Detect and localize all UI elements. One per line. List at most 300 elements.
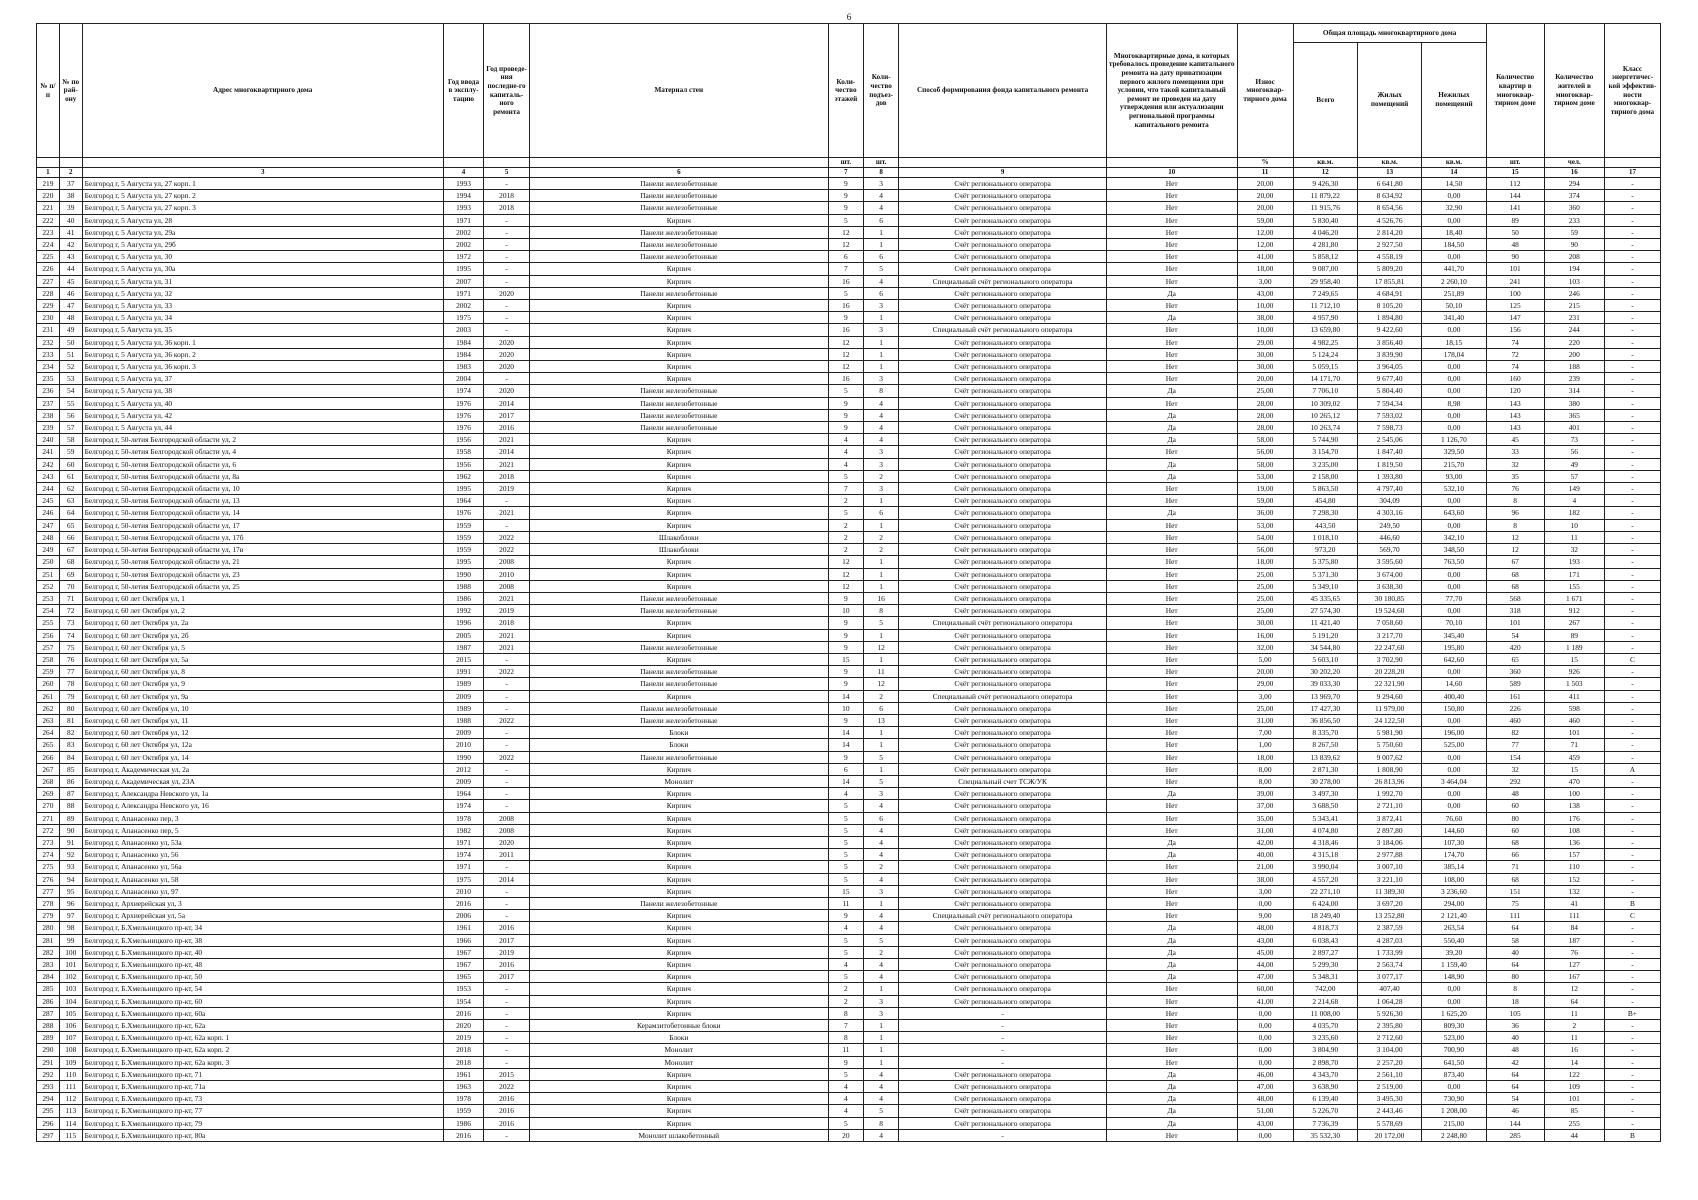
address-cell: Белгород г, Б.Хмельницкого пр-кт, 79 xyxy=(82,1117,443,1129)
fund-method-cell: Счёт регионального оператора xyxy=(899,983,1107,995)
year-repair-cell: 2019 xyxy=(484,605,530,617)
table-row xyxy=(37,971,1661,983)
entrances-cell: 1 xyxy=(864,361,899,373)
fund-method-cell: - xyxy=(899,1020,1107,1032)
row-number-cell: 247 xyxy=(37,519,60,531)
entrances-cell: 6 xyxy=(864,287,899,299)
residents-cell: 194 xyxy=(1544,263,1604,275)
wall-material-cell: Кирпич xyxy=(529,458,828,470)
floors-cell: 4 xyxy=(828,1105,863,1117)
energy-class-cell: - xyxy=(1604,629,1660,641)
floors-cell: 9 xyxy=(828,422,863,434)
address-cell: Белгород г, 60 лет Октября ул, 14 xyxy=(82,751,443,763)
area-nonliving-cell: 341,40 xyxy=(1422,312,1486,324)
district-number-cell: 47 xyxy=(59,300,82,312)
apartments-cell: 60 xyxy=(1486,824,1544,836)
privatization-flag-cell: Да xyxy=(1106,287,1237,299)
area-living-cell: 2 561,10 xyxy=(1357,1068,1421,1080)
residents-cell: 187 xyxy=(1544,934,1604,946)
row-number-cell: 258 xyxy=(37,653,60,665)
fund-method-cell: Счёт регионального оператора xyxy=(899,214,1107,226)
area-living-cell: 9 294,60 xyxy=(1357,690,1421,702)
year-repair-cell: - xyxy=(484,275,530,287)
residents-cell: 171 xyxy=(1544,568,1604,580)
year-repair-cell: 2020 xyxy=(484,348,530,360)
area-living-cell: 9 007,62 xyxy=(1357,751,1421,763)
wall-material-cell: Кирпич xyxy=(529,300,828,312)
year-repair-cell: 2008 xyxy=(484,580,530,592)
area-nonliving-cell: 77,70 xyxy=(1422,592,1486,604)
residents-cell: 32 xyxy=(1544,544,1604,556)
table-row xyxy=(37,202,1661,214)
area-living-cell: 5 809,20 xyxy=(1357,263,1421,275)
area-nonliving-cell: 32,90 xyxy=(1422,202,1486,214)
district-number-cell: 101 xyxy=(59,959,82,971)
table-header xyxy=(37,24,1661,178)
residents-cell: 255 xyxy=(1544,1117,1604,1129)
wear-percent-cell: 20,00 xyxy=(1237,190,1293,202)
district-number-cell: 77 xyxy=(59,666,82,678)
year-repair-cell: 2021 xyxy=(484,592,530,604)
apartments-cell: 64 xyxy=(1486,959,1544,971)
entrances-cell: 4 xyxy=(864,202,899,214)
year-repair-cell: - xyxy=(484,739,530,751)
row-number-cell: 229 xyxy=(37,300,60,312)
energy-class-cell: - xyxy=(1604,641,1660,653)
floors-cell: 9 xyxy=(828,312,863,324)
floors-cell: 12 xyxy=(828,226,863,238)
residents-cell: 380 xyxy=(1544,397,1604,409)
row-number-cell: 239 xyxy=(37,422,60,434)
year-built-cell: 1991 xyxy=(443,666,483,678)
apartments-cell: 105 xyxy=(1486,1007,1544,1019)
residents-cell: 11 xyxy=(1544,1032,1604,1044)
energy-class-cell: - xyxy=(1604,934,1660,946)
area-living-cell: 7 594,34 xyxy=(1357,397,1421,409)
column-numbers-row xyxy=(37,168,1661,178)
area-total-cell: 5 830,40 xyxy=(1293,214,1357,226)
area-nonliving-cell: 18,40 xyxy=(1422,226,1486,238)
residents-cell: 200 xyxy=(1544,348,1604,360)
address-cell: Белгород г, Б.Хмельницкого пр-кт, 62а корп. 3 xyxy=(82,1056,443,1068)
privatization-flag-cell: Нет xyxy=(1106,190,1237,202)
year-built-cell: 1976 xyxy=(443,397,483,409)
address-cell: Белгород г, 60 лет Октября ул, 5 xyxy=(82,641,443,653)
energy-class-cell: - xyxy=(1604,775,1660,787)
wear-percent-cell: 43,00 xyxy=(1237,1117,1293,1129)
table-row xyxy=(37,1020,1661,1032)
area-living-cell: 3 702,90 xyxy=(1357,653,1421,665)
apartments-cell: 360 xyxy=(1486,666,1544,678)
apartments-cell: 48 xyxy=(1486,788,1544,800)
fund-method-cell: Счёт регионального оператора xyxy=(899,934,1107,946)
wear-percent-cell: 30,00 xyxy=(1237,361,1293,373)
year-repair-cell: - xyxy=(484,775,530,787)
apartments-cell: 112 xyxy=(1486,178,1544,190)
table-row xyxy=(37,422,1661,434)
year-built-cell: 2010 xyxy=(443,739,483,751)
privatization-flag-cell: Да xyxy=(1106,507,1237,519)
year-repair-cell: - xyxy=(484,312,530,324)
floors-cell: 16 xyxy=(828,373,863,385)
energy-class-cell: - xyxy=(1604,544,1660,556)
fund-method-cell: Счёт регионального оператора xyxy=(899,959,1107,971)
address-cell: Белгород г, Апанасенко пер, 3 xyxy=(82,812,443,824)
area-living-cell: 13 252,80 xyxy=(1357,910,1421,922)
entrances-cell: 4 xyxy=(864,275,899,287)
area-living-cell: 5 926,30 xyxy=(1357,1007,1421,1019)
energy-class-cell: B xyxy=(1604,897,1660,909)
residents-cell: 365 xyxy=(1544,409,1604,421)
year-built-cell: 2006 xyxy=(443,910,483,922)
table-row xyxy=(37,983,1661,995)
unit-cell: шт. xyxy=(864,158,899,168)
page-number: 6 xyxy=(846,12,852,22)
column-number-cell: 4 xyxy=(443,168,483,178)
privatization-flag-cell: Нет xyxy=(1106,983,1237,995)
residents-cell: 149 xyxy=(1544,483,1604,495)
entrances-cell: 4 xyxy=(864,971,899,983)
year-repair-cell: - xyxy=(484,690,530,702)
year-built-cell: 1971 xyxy=(443,861,483,873)
address-cell: Белгород г, 50-летия Белгородской области ул, 4 xyxy=(82,446,443,458)
col-header-walls: Материал стен xyxy=(529,24,828,158)
entrances-cell: 6 xyxy=(864,812,899,824)
area-living-cell: 1 808,90 xyxy=(1357,763,1421,775)
energy-class-cell: - xyxy=(1604,861,1660,873)
wear-percent-cell: 40,00 xyxy=(1237,849,1293,861)
entrances-cell: 4 xyxy=(864,800,899,812)
wear-percent-cell: 45,00 xyxy=(1237,946,1293,958)
floors-cell: 12 xyxy=(828,556,863,568)
table-body xyxy=(37,178,1661,1142)
wear-percent-cell: 48,00 xyxy=(1237,1093,1293,1105)
area-nonliving-cell: 2 248,80 xyxy=(1422,1129,1486,1141)
area-living-cell: 2 443,46 xyxy=(1357,1105,1421,1117)
unit-cell: шт. xyxy=(828,158,863,168)
district-number-cell: 114 xyxy=(59,1117,82,1129)
area-total-cell: 3 235,00 xyxy=(1293,458,1357,470)
residents-cell: 459 xyxy=(1544,751,1604,763)
area-total-cell: 11 008,00 xyxy=(1293,1007,1357,1019)
area-total-cell: 3 990,04 xyxy=(1293,861,1357,873)
address-cell: Белгород г, 5 Августа ул, 40 xyxy=(82,397,443,409)
floors-cell: 4 xyxy=(828,446,863,458)
privatization-flag-cell: Да xyxy=(1106,422,1237,434)
wear-percent-cell: 59,00 xyxy=(1237,214,1293,226)
unit-cell xyxy=(1604,158,1660,168)
area-nonliving-cell: 2 121,40 xyxy=(1422,910,1486,922)
unit-cell xyxy=(1106,158,1237,168)
district-number-cell: 87 xyxy=(59,788,82,800)
area-total-cell: 3 154,70 xyxy=(1293,446,1357,458)
year-repair-cell: - xyxy=(484,983,530,995)
area-total-cell: 2 214,68 xyxy=(1293,995,1357,1007)
fund-method-cell: Счёт регионального оператора xyxy=(899,1093,1107,1105)
privatization-flag-cell: Нет xyxy=(1106,763,1237,775)
wear-percent-cell: 41,00 xyxy=(1237,995,1293,1007)
year-built-cell: 2003 xyxy=(443,324,483,336)
residents-cell: 136 xyxy=(1544,836,1604,848)
area-living-cell: 1 894,80 xyxy=(1357,312,1421,324)
area-nonliving-cell: 215,00 xyxy=(1422,1117,1486,1129)
privatization-flag-cell: Нет xyxy=(1106,251,1237,263)
energy-class-cell: - xyxy=(1604,739,1660,751)
table-row xyxy=(37,946,1661,958)
entrances-cell: 4 xyxy=(864,409,899,421)
area-nonliving-cell: 174,70 xyxy=(1422,849,1486,861)
area-living-cell: 446,60 xyxy=(1357,531,1421,543)
row-number-cell: 225 xyxy=(37,251,60,263)
area-total-cell: 4 281,80 xyxy=(1293,239,1357,251)
wall-material-cell: Кирпич xyxy=(529,910,828,922)
wear-percent-cell: 20,00 xyxy=(1237,202,1293,214)
area-total-cell: 14 171,70 xyxy=(1293,373,1357,385)
row-number-cell: 283 xyxy=(37,959,60,971)
floors-cell: 9 xyxy=(828,714,863,726)
wear-percent-cell: 58,00 xyxy=(1237,458,1293,470)
year-repair-cell: 2017 xyxy=(484,934,530,946)
privatization-flag-cell: Нет xyxy=(1106,361,1237,373)
col-header-floors: Коли-чество этажей xyxy=(828,24,863,158)
address-cell: Белгород г, 5 Августа ул, 32 xyxy=(82,287,443,299)
floors-cell: 4 xyxy=(828,1093,863,1105)
privatization-flag-cell: Нет xyxy=(1106,1056,1237,1068)
year-repair-cell: 2017 xyxy=(484,409,530,421)
entrances-cell: 1 xyxy=(864,348,899,360)
floors-cell: 9 xyxy=(828,1056,863,1068)
col-header-privat: Многоквартирные дома, в которых требовалось проведение капитального ремонта на дату приватизации первого жилого помещения при условии, что такой капитальный ремонт не проведен на дату утверждения или актуализации региональной программы капитального ремонта xyxy=(1106,24,1237,158)
area-living-cell: 19 524,60 xyxy=(1357,605,1421,617)
floors-cell: 9 xyxy=(828,190,863,202)
area-living-cell: 4 558,19 xyxy=(1357,251,1421,263)
col-header-year-built: Год ввода в эксплу-тацию xyxy=(443,24,483,158)
year-repair-cell: - xyxy=(484,1044,530,1056)
area-nonliving-cell: 385,14 xyxy=(1422,861,1486,873)
energy-class-cell: - xyxy=(1604,812,1660,824)
area-nonliving-cell: 643,60 xyxy=(1422,507,1486,519)
year-repair-cell: - xyxy=(484,995,530,1007)
row-number-cell: 274 xyxy=(37,849,60,861)
row-number-cell: 273 xyxy=(37,836,60,848)
residents-cell: 155 xyxy=(1544,580,1604,592)
residents-cell: 108 xyxy=(1544,824,1604,836)
entrances-cell: 1 xyxy=(864,1020,899,1032)
privatization-flag-cell: Да xyxy=(1106,434,1237,446)
district-number-cell: 85 xyxy=(59,763,82,775)
wall-material-cell: Панели железобетонные xyxy=(529,190,828,202)
apartments-cell: 75 xyxy=(1486,897,1544,909)
floors-cell: 2 xyxy=(828,531,863,543)
year-built-cell: 1987 xyxy=(443,641,483,653)
year-built-cell: 1986 xyxy=(443,592,483,604)
entrances-cell: 4 xyxy=(864,397,899,409)
row-number-cell: 233 xyxy=(37,348,60,360)
row-number-cell: 226 xyxy=(37,263,60,275)
wear-percent-cell: 43,00 xyxy=(1237,934,1293,946)
entrances-cell: 1 xyxy=(864,239,899,251)
apartments-cell: 143 xyxy=(1486,397,1544,409)
wall-material-cell: Кирпич xyxy=(529,275,828,287)
energy-class-cell: - xyxy=(1604,1093,1660,1105)
wall-material-cell: Кирпич xyxy=(529,580,828,592)
row-number-cell: 269 xyxy=(37,788,60,800)
floors-cell: 20 xyxy=(828,1129,863,1141)
area-total-cell: 6 038,43 xyxy=(1293,934,1357,946)
address-cell: Белгород г, 50-летия Белгородской области ул, 23 xyxy=(82,568,443,580)
area-living-cell: 407,40 xyxy=(1357,983,1421,995)
fund-method-cell: Счёт регионального оператора xyxy=(899,422,1107,434)
table-row xyxy=(37,1093,1661,1105)
address-cell: Белгород г, 50-летия Белгородской области ул, 17 xyxy=(82,519,443,531)
energy-class-cell: - xyxy=(1604,1056,1660,1068)
wall-material-cell: Кирпич xyxy=(529,495,828,507)
apartments-cell: 60 xyxy=(1486,800,1544,812)
fund-method-cell: - xyxy=(899,1032,1107,1044)
energy-class-cell: - xyxy=(1604,409,1660,421)
area-nonliving-cell: 809,30 xyxy=(1422,1020,1486,1032)
year-built-cell: 1975 xyxy=(443,873,483,885)
privatization-flag-cell: Нет xyxy=(1106,629,1237,641)
area-nonliving-cell: 0,00 xyxy=(1422,409,1486,421)
privatization-flag-cell: Нет xyxy=(1106,580,1237,592)
area-nonliving-cell: 0,00 xyxy=(1422,714,1486,726)
row-number-cell: 222 xyxy=(37,214,60,226)
energy-class-cell: - xyxy=(1604,580,1660,592)
year-built-cell: 2009 xyxy=(443,775,483,787)
energy-class-cell: - xyxy=(1604,422,1660,434)
year-repair-cell: - xyxy=(484,702,530,714)
area-total-cell: 5 226,70 xyxy=(1293,1105,1357,1117)
residents-cell: 138 xyxy=(1544,800,1604,812)
floors-cell: 9 xyxy=(828,617,863,629)
area-nonliving-cell: 0,00 xyxy=(1422,373,1486,385)
fund-method-cell: Специальный счёт регионального оператора xyxy=(899,275,1107,287)
fund-method-cell: Счёт регионального оператора xyxy=(899,971,1107,983)
year-built-cell: 1953 xyxy=(443,983,483,995)
year-repair-cell: 2016 xyxy=(484,922,530,934)
area-total-cell: 4 343,70 xyxy=(1293,1068,1357,1080)
wall-material-cell: Блоки xyxy=(529,739,828,751)
fund-method-cell: Счёт регионального оператора xyxy=(899,605,1107,617)
year-repair-cell: - xyxy=(484,263,530,275)
wall-material-cell: Кирпич xyxy=(529,434,828,446)
residents-cell: 1 671 xyxy=(1544,592,1604,604)
apartments-cell: 68 xyxy=(1486,873,1544,885)
apartments-cell: 143 xyxy=(1486,422,1544,434)
wear-percent-cell: 0,00 xyxy=(1237,897,1293,909)
row-number-cell: 224 xyxy=(37,239,60,251)
col-header-apartments: Количество квартир в многоквар-тирном доме xyxy=(1486,24,1544,158)
area-nonliving-cell: 215,70 xyxy=(1422,458,1486,470)
floors-cell: 9 xyxy=(828,910,863,922)
district-number-cell: 88 xyxy=(59,800,82,812)
wall-material-cell: Кирпич xyxy=(529,995,828,1007)
area-living-cell: 2 977,88 xyxy=(1357,849,1421,861)
address-cell: Белгород г, 50-летия Белгородской области ул, 10 xyxy=(82,483,443,495)
residents-cell: 59 xyxy=(1544,226,1604,238)
area-total-cell: 7 298,30 xyxy=(1293,507,1357,519)
area-total-cell: 13 839,62 xyxy=(1293,751,1357,763)
apartments-cell: 48 xyxy=(1486,239,1544,251)
area-nonliving-cell: 700,90 xyxy=(1422,1044,1486,1056)
wall-material-cell: Кирпич xyxy=(529,629,828,641)
row-number-cell: 221 xyxy=(37,202,60,214)
year-built-cell: 2020 xyxy=(443,1020,483,1032)
year-built-cell: 1959 xyxy=(443,531,483,543)
row-number-cell: 266 xyxy=(37,751,60,763)
year-repair-cell: 2022 xyxy=(484,544,530,556)
row-number-cell: 236 xyxy=(37,385,60,397)
floors-cell: 8 xyxy=(828,1032,863,1044)
year-built-cell: 1986 xyxy=(443,1117,483,1129)
year-repair-cell: 2011 xyxy=(484,849,530,861)
wear-percent-cell: 12,00 xyxy=(1237,226,1293,238)
area-living-cell: 3 674,00 xyxy=(1357,568,1421,580)
area-living-cell: 3 595,60 xyxy=(1357,556,1421,568)
energy-class-cell: A xyxy=(1604,763,1660,775)
year-built-cell: 1961 xyxy=(443,1068,483,1080)
area-nonliving-cell: 0,00 xyxy=(1422,214,1486,226)
year-repair-cell: - xyxy=(484,678,530,690)
year-repair-cell: 2020 xyxy=(484,836,530,848)
privatization-flag-cell: Да xyxy=(1106,849,1237,861)
privatization-flag-cell: Нет xyxy=(1106,800,1237,812)
district-number-cell: 55 xyxy=(59,397,82,409)
address-cell: Белгород г, 5 Августа ул, 33 xyxy=(82,300,443,312)
area-nonliving-cell: 525,00 xyxy=(1422,739,1486,751)
table-row xyxy=(37,300,1661,312)
apartments-cell: 76 xyxy=(1486,483,1544,495)
table-row xyxy=(37,495,1661,507)
apartments-cell: 35 xyxy=(1486,470,1544,482)
year-built-cell: 1978 xyxy=(443,1093,483,1105)
row-number-cell: 257 xyxy=(37,641,60,653)
apartments-cell: 74 xyxy=(1486,361,1544,373)
year-repair-cell: - xyxy=(484,373,530,385)
privatization-flag-cell: Нет xyxy=(1106,775,1237,787)
district-number-cell: 98 xyxy=(59,922,82,934)
area-total-cell: 30 278,00 xyxy=(1293,775,1357,787)
year-built-cell: 2019 xyxy=(443,1032,483,1044)
col-header-area-group: Общая площадь многоквартирного дома xyxy=(1293,24,1486,43)
privatization-flag-cell: Нет xyxy=(1106,995,1237,1007)
privatization-flag-cell: Нет xyxy=(1106,226,1237,238)
area-nonliving-cell: 251,89 xyxy=(1422,287,1486,299)
area-living-cell: 1 393,80 xyxy=(1357,470,1421,482)
address-cell: Белгород г, Б.Хмельницкого пр-кт, 60 xyxy=(82,995,443,1007)
fund-method-cell: Счёт регионального оператора xyxy=(899,263,1107,275)
energy-class-cell: - xyxy=(1604,531,1660,543)
area-nonliving-cell: 0,00 xyxy=(1422,324,1486,336)
area-living-cell: 2 897,80 xyxy=(1357,824,1421,836)
table-row xyxy=(37,397,1661,409)
apartments-cell: 64 xyxy=(1486,1081,1544,1093)
wall-material-cell: Кирпич xyxy=(529,1117,828,1129)
floors-cell: 5 xyxy=(828,214,863,226)
floors-cell: 2 xyxy=(828,995,863,1007)
floors-cell: 8 xyxy=(828,1007,863,1019)
area-total-cell: 35 532,30 xyxy=(1293,1129,1357,1141)
privatization-flag-cell: Нет xyxy=(1106,666,1237,678)
floors-cell: 5 xyxy=(828,934,863,946)
wall-material-cell: Кирпич xyxy=(529,568,828,580)
year-built-cell: 1995 xyxy=(443,263,483,275)
area-total-cell: 9 087,00 xyxy=(1293,263,1357,275)
energy-class-cell: - xyxy=(1604,507,1660,519)
area-total-cell: 5 299,30 xyxy=(1293,959,1357,971)
residents-cell: 76 xyxy=(1544,946,1604,958)
